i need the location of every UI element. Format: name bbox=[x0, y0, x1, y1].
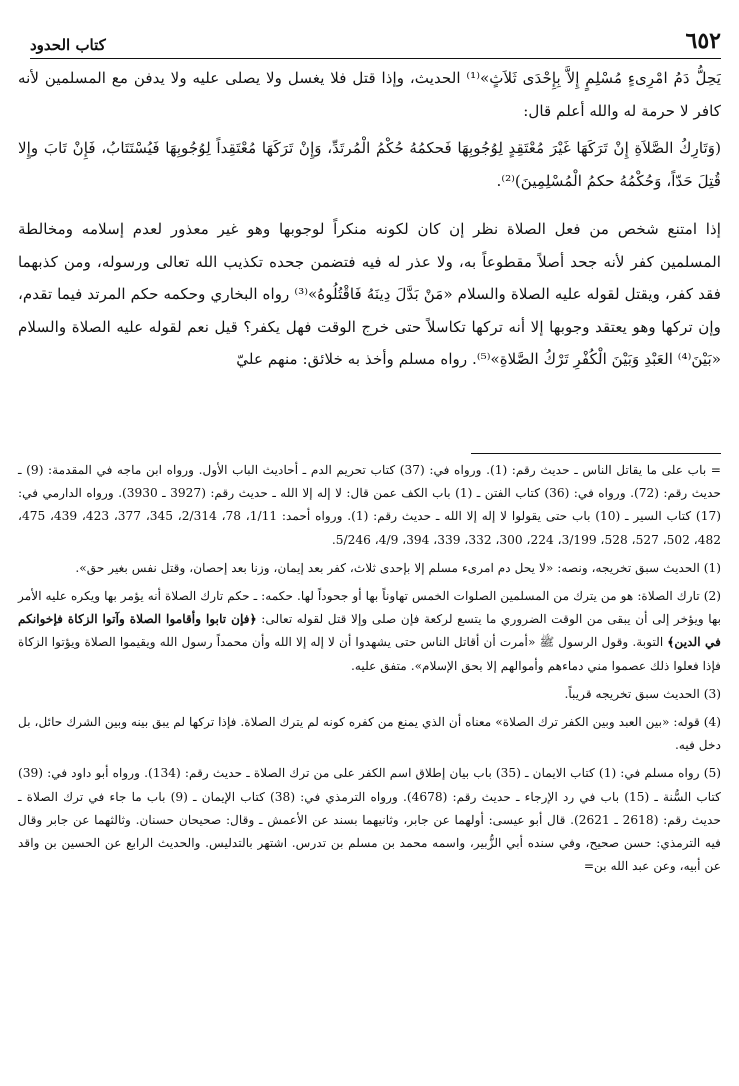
footnote-5: (5) رواه مسلم في: (1) كتاب الايمان ـ (35) باب بيان إطلاق اسم الكفر على من ترك الصلاة ـ حديث رقم: (134). ورواه أبو داود في: (39) كتاب السُّنة ـ (15) باب في رد الإرجاء ـ حديث رقم: (4678). ورواه الترمذي في: (38) كتاب الإيمان ـ (9) باب ما جاء في ترك الصلاة ـ حديث رقم: (2618 ـ 2621). قال أبو عيسى: أولهما عن جابر، وثانيهما بسند عن الأعمش ـ وقال: صحيحان حسنان. وثالثهما عن جابر وقال فيه الترمذي: حسن صحيح، وفي سنده أبي الزُّبير، واسمه محمد بن مسلم بن تدرس. اشتهر بالتدليس. والحديث الرابع عن الحسين بن واقد عن أبيه، وعن عبد الله بن= bbox=[18, 766, 721, 874]
footnote-3: (3) الحديث سبق تخريجه قريباً. bbox=[564, 686, 721, 701]
matn-quote: (وَتَارِكُ الصَّلاَةِ إِنْ تَرَكَهَا غَيْرَ مُعْتَقِدٍ لِوُجُوبِهَا فَحكمُهُ حُكْمُ الْمُرتَدِّ، وَإِنْ تَرَكَهَا مُعْتَقِداً لِوُجُوبِهَا فَيُسْتَتَابُ، فَإِنْ تَابَ وإِلا قُتِلَ حَدّاً، وَحُكْمُهُ حكمُ الْمُسْلِمِينَ)⁽²⁾. bbox=[18, 139, 721, 190]
footnote-separator bbox=[471, 453, 721, 454]
book-title: كتاب الحدود bbox=[30, 36, 106, 54]
paragraph-commentary: إذا امتنع شخص من فعل الصلاة نظر إن كان لكونه منكراً لوجوبها وهو غير معذور لعدم إسلامه ومخالطة المسلمين كفر لأنه جحد أصلاً مقطوعاً به، ولا عذر له فيه فتضمن جحده تكذيب الله تعالى ورسوله، ومن كذبهما فقد كفر، ويقتل لقوله عليه الصلاة والسلام «مَنْ بَدَّلَ دِينَهُ فَاقْتُلُوهُ»⁽³⁾ رواه البخاري وحكمه حكم المرتد فيما تقدم، وإن تركها وهو يعتقد وجوبها إلا أنه تركها تكاسلاً حتى خرج الوقت فهل يكفر؟ قيل نعم لقوله عليه الصلاة والسلام «بَيْنَ⁽⁴⁾ العَبْدِ وَبَيْنَ الْكُفْرِ تَرْكُ الصَّلاةِ»⁽⁵⁾. رواه مسلم وأخذ به خلائق: منهم عليّ bbox=[18, 220, 721, 368]
page-number: ٦٥٢ bbox=[685, 28, 721, 54]
footnote-4: (4) قوله: «بين العبد وبين الكفر ترك الصلاة» معناه أن الذي يمنع من كفره كونه لم يترك الصلاة. فإذا تركها لم يبق بينه وبين الشرك حائل، بل دخل فيه. bbox=[18, 715, 721, 753]
footnote-2-text-a: (2) تارك الصلاة: هو من يترك من المسلمين الصلوات الخمس تهاوناً بها أو جحوداً لها. حكمه: ـ حكم تارك الصلاة أنه يؤمر بها ويكره عليه الأمر بها ويؤخر إلى أن يبقى من الوقت الضروري ما يتسع لركعة فإن صلى وإلا قتل لقوله تعالى: bbox=[18, 589, 722, 627]
running-header bbox=[30, 18, 721, 59]
footnote-2-text-b: التوبة. وقول الرسول ﷺ «أمرت أن أقاتل الناس حتى يشهدوا أن لا إله إلا الله وأن محمداً رسول الله ويقيموا الصلاة ويؤتوا الزكاة فإذا فعلوا ذلك عصموا مني دماءهم وأموالهم إلا بحق الإسلام». متفق عليه. bbox=[18, 635, 721, 673]
footnote-1: (1) الحديث سبق تخريجه، ونصه: «لا يحل دم امرىء مسلم إلا بإحدى ثلاث، كفر بعد إيمان، وزنا بعد إحصان، وقتل نفس بغير حق». bbox=[75, 560, 721, 575]
footnote-2 bbox=[18, 585, 721, 678]
quran-verse: ﴿فإن تابوا وأقاموا الصلاة وآتوا الزكاة فإخوانكم في الدين﴾ bbox=[18, 612, 721, 650]
footnote-continuation: = باب على ما يقاتل الناس ـ حديث رقم: (1). ورواه في: (37) كتاب تحريم الدم ـ أحاديث الباب الأول. ورواه ابن ماجه في المقدمة: (9) ـ حديث رقم: (72). ورواه في: (36) كتاب الفتن ـ (1) باب الكف عمن قال: لا إله إلا الله ـ حديث رقم: (3927 ـ 3930). ورواه الدارمي في: (17) كتاب السير ـ (10) باب حتى يقولوا لا إله إلا الله ـ حديث رقم: (1). ورواه أحمد: 1/11، 78، 2/314، 345، 377، 423، 439، 475، 482، 502، 527، 528، 3/199، 224، 300، 332، 339، 394، 4/9، 5/246. bbox=[18, 463, 722, 547]
footnotes bbox=[18, 459, 721, 883]
paragraph-opening: يَحِلُّ دَمُ امْرِىءٍ مُسْلِمٍ إِلاَّ بِإِحْدَى ثَلاَثٍ»⁽¹⁾ الحديث، وإذا قتل فلا يغسل ولا يصلى عليه ولا يدفن مع المسلمين لأنه كافر لا حرمة له والله أعلم قال: bbox=[18, 69, 721, 120]
main-text bbox=[18, 62, 721, 376]
